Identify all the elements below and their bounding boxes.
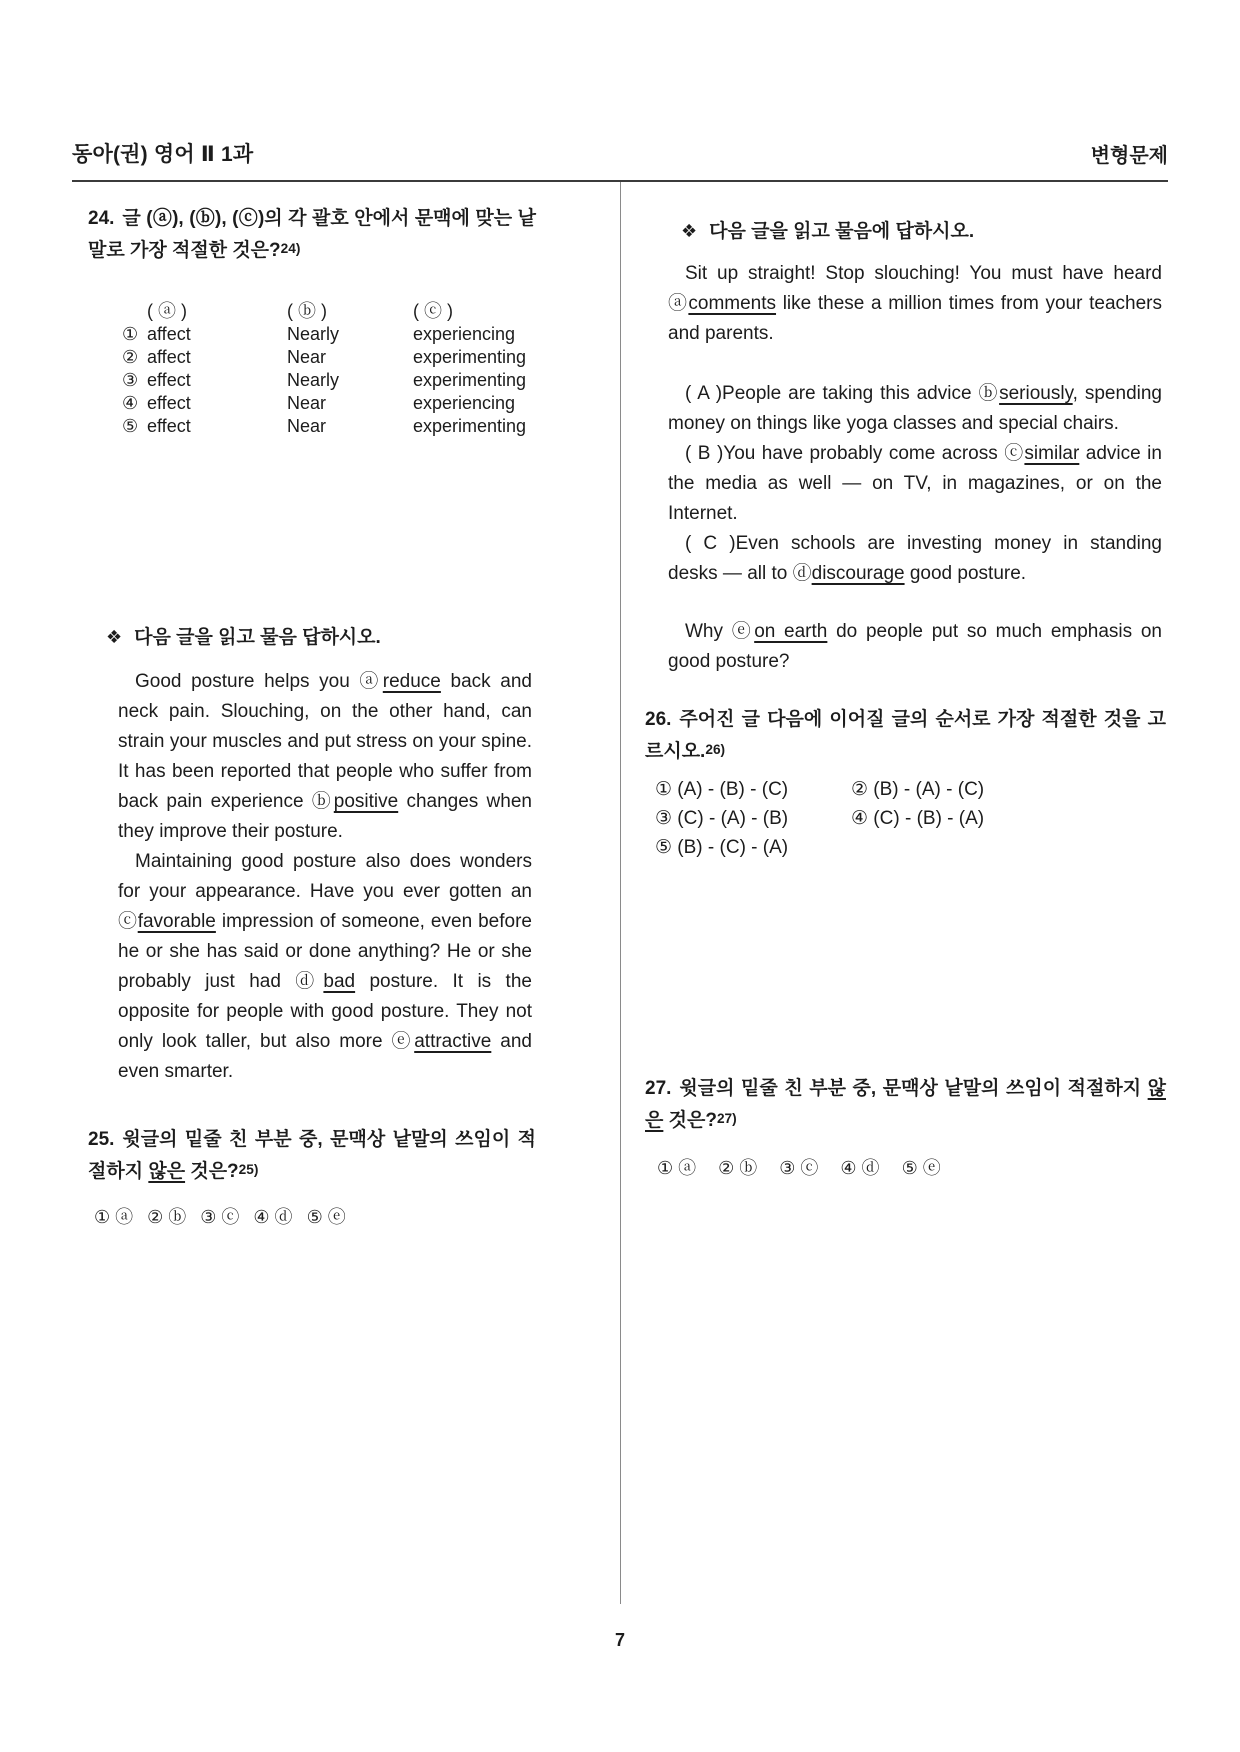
question-26-text: 주어진 글 다음에 이어질 글의 순서로 가장 적절한 것을 고르시오.26) — [645, 709, 1166, 762]
question-24-number: 24. — [88, 208, 115, 229]
option-item: ① ⓐ — [94, 1207, 134, 1227]
question-25-number: 25. — [88, 1129, 115, 1150]
reading-directions-left — [106, 622, 540, 653]
option-item: ① (A) - (B) - (C) — [655, 779, 789, 800]
option-item: ④ (C) - (B) - (A) — [851, 808, 985, 829]
question-27-title — [645, 1074, 1166, 1136]
question-25-title — [88, 1125, 536, 1187]
choice-word-a: effect — [147, 370, 191, 390]
choice-table-row — [122, 346, 540, 369]
passage-paragraph-C: ( C )Even schools are investing money in standing desks — all to ⓓdiscourage good posture. — [668, 533, 1162, 584]
choice-word-a: affect — [147, 324, 191, 344]
question-24-choice-table — [122, 300, 540, 438]
choice-number: ④ — [122, 393, 139, 413]
question-27-number: 27. — [645, 1078, 672, 1099]
column-header-a: ( ⓐ ) — [147, 301, 187, 321]
passage-paragraph: Maintaining good posture also does wonders for your appearance. Have you ever gotten an ⓒfavorable impression of someone, even before he or she has said or done anything? He or she probably just had ⓓbad posture. It is the opposite for people with good posture. They not only look taller, but also more ⓔattractive and even smarter. — [118, 851, 532, 1082]
question-25 — [88, 1125, 536, 1187]
option-item: ④ ⓓ — [253, 1207, 293, 1227]
choice-word-b: Near — [287, 416, 327, 436]
page-header — [72, 0, 1168, 168]
right-column — [621, 182, 1168, 1604]
option-item: ⑤ ⓔ — [306, 1207, 346, 1227]
choice-word-c: experimenting — [413, 416, 527, 436]
question-26-number: 26. — [645, 709, 672, 730]
option-item: ③ (C) - (A) - (B) — [655, 808, 789, 829]
choice-table-header-row — [122, 300, 540, 323]
option-item: ① ⓐ — [657, 1158, 697, 1178]
empty-cell — [122, 300, 147, 323]
choice-word-c: experiencing — [413, 393, 516, 413]
question-26 — [645, 705, 1166, 767]
option-item: ④ ⓓ — [840, 1158, 880, 1178]
column-header-b: ( ⓑ ) — [287, 301, 327, 321]
question-25-options — [94, 1203, 540, 1229]
choice-word-a: affect — [147, 347, 191, 367]
choice-number: ③ — [122, 370, 139, 390]
question-24-title — [88, 204, 536, 266]
question-27-text: 윗글의 밑줄 친 부분 중, 문맥상 낱말의 쓰임이 적절하지 않은 것은?27) — [645, 1078, 1166, 1131]
choice-number: ② — [122, 347, 139, 367]
choice-word-b: Near — [287, 347, 327, 367]
question-26-options — [655, 775, 1168, 862]
passage-paragraph: Good posture helps you ⓐreduce back and neck pain. Slouching, on the other hand, can strain your muscles and put stress on your spine. It has been reported that people who suffer from back pain experience ⓑpositive changes when they improve their posture. — [118, 671, 532, 842]
choice-table-row — [122, 323, 540, 346]
choice-table-row — [122, 369, 540, 392]
choice-table-row — [122, 415, 540, 438]
choice-word-b: Nearly — [287, 324, 340, 344]
option-item: ⑤ (B) - (C) - (A) — [655, 837, 789, 858]
question-25-text: 윗글의 밑줄 친 부분 중, 문맥상 낱말의 쓰임이 적절하지 않은 것은?25) — [88, 1129, 536, 1182]
reading-directions-right — [681, 216, 1168, 247]
choice-word-a: effect — [147, 393, 191, 413]
choice-word-a: effect — [147, 416, 191, 436]
column-header-c: ( ⓒ ) — [413, 301, 453, 321]
reading-directions-left-text: 다음 글을 읽고 물음 답하시오. — [134, 627, 381, 648]
choice-table-row — [122, 392, 540, 415]
reading-directions-right-text: 다음 글을 읽고 물음에 답하시오. — [709, 221, 975, 242]
question-27-options — [657, 1154, 1168, 1180]
left-column — [72, 182, 540, 1604]
choice-word-b: Near — [287, 393, 327, 413]
question-26-title — [645, 705, 1166, 767]
doc-title: 동아(권) 영어 Ⅱ 1과 — [72, 143, 254, 166]
question-27 — [645, 1074, 1166, 1136]
page-number: 7 — [614, 1630, 625, 1650]
option-item: ③ ⓒ — [200, 1207, 240, 1227]
question-24-text: 글 (ⓐ), (ⓑ), (ⓒ)의 각 괄호 안에서 문맥에 맞는 낱말로 가장 적절한 것은?24) — [88, 208, 536, 261]
passage-paragraph-question: Why ⓔon earth do people put so much emphasis on good posture? — [668, 621, 1162, 672]
doc-type-label: 변형문제 — [1090, 145, 1168, 167]
passage-paragraph-A: ( A )People are taking this advice ⓑseriously, spending money on things like yoga classes and special chairs. — [668, 383, 1162, 434]
option-item: ② ⓑ — [147, 1207, 187, 1227]
option-item: ② ⓑ — [718, 1158, 758, 1178]
option-item: ③ ⓒ — [779, 1158, 819, 1178]
diamond-icon: ❖ — [681, 221, 698, 241]
two-column-layout — [0, 182, 1240, 1604]
option-item: ⑤ ⓔ — [901, 1158, 941, 1178]
choice-number: ① — [122, 324, 139, 344]
question-24 — [88, 204, 536, 266]
passage-paragraph-B: ( B )You have probably come across ⓒsimilar advice in the media as well — on TV, in magazines, or on the Internet. — [668, 443, 1162, 524]
passage-paragraph: Sit up straight! Stop slouching! You must have heard ⓐcomments like these a million times from your teachers and parents. — [668, 263, 1162, 344]
choice-word-c: experiencing — [413, 324, 516, 344]
choice-number: ⑤ — [122, 416, 139, 436]
diamond-icon: ❖ — [106, 627, 123, 647]
choice-word-b: Nearly — [287, 370, 340, 390]
choice-word-c: experimenting — [413, 347, 527, 367]
option-item: ② (B) - (A) - (C) — [851, 779, 985, 800]
choice-word-c: experimenting — [413, 370, 527, 390]
